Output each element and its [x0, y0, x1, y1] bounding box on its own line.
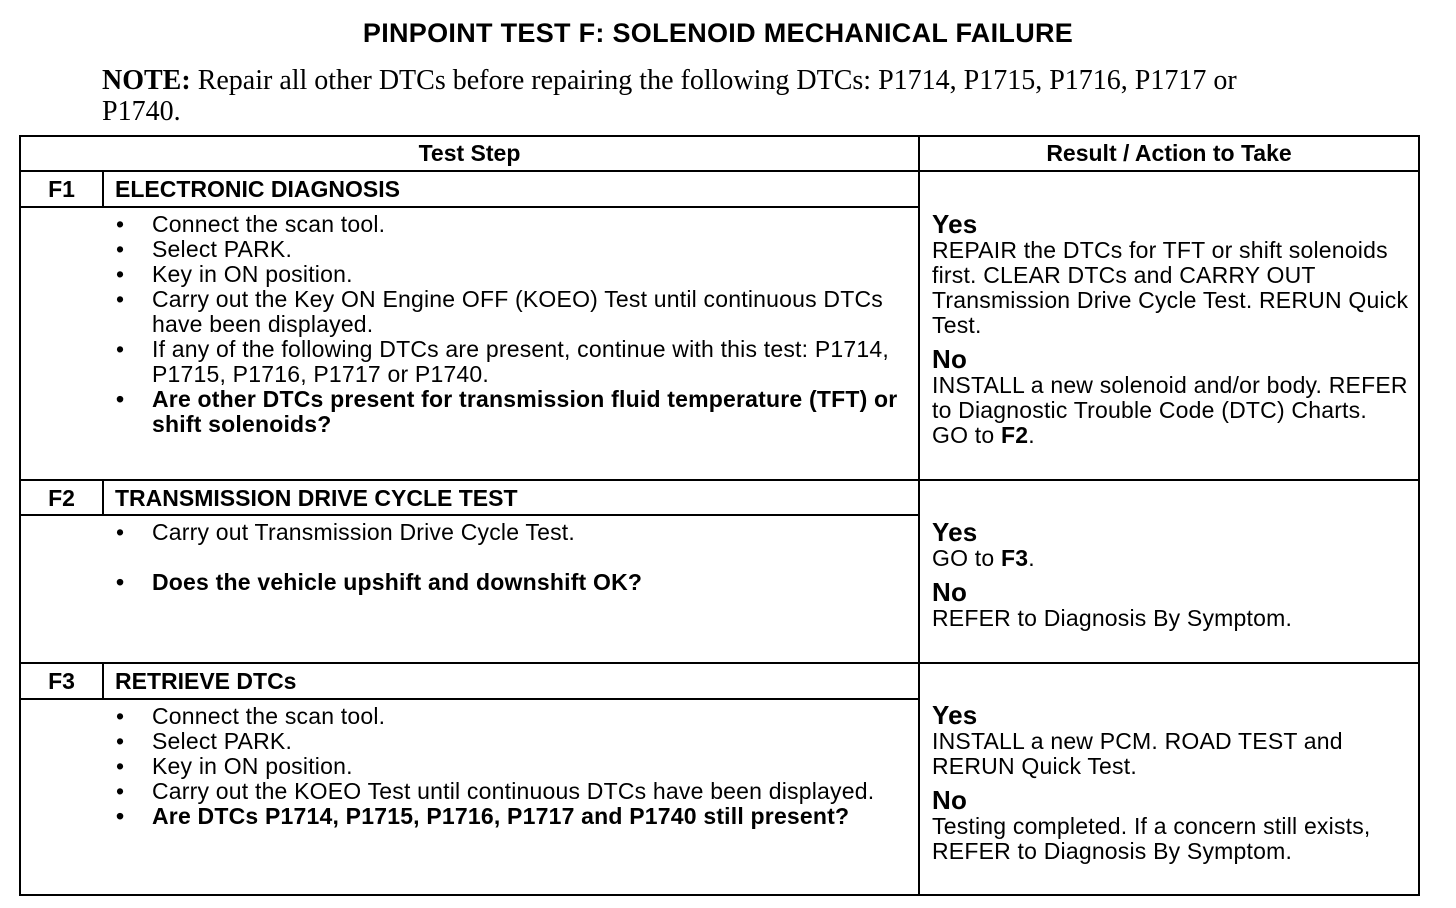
- list-item: • Select PARK.: [112, 729, 912, 754]
- step-question: • Are DTCs P1714, P1715, P1716, P1717 and P1740 still present?: [112, 804, 912, 829]
- step-title: ELECTRONIC DIAGNOSIS: [115, 176, 400, 202]
- step-result: [932, 210, 1418, 448]
- goto-step-link[interactable]: F3: [1000, 545, 1029, 571]
- note-paragraph: [102, 65, 1282, 127]
- yes-label: Yes: [932, 700, 978, 730]
- f3-title-rule: [19, 698, 919, 700]
- no-label: No: [932, 577, 968, 607]
- header-test-step: Test Step: [418, 140, 521, 166]
- list-item: • Key in ON position.: [112, 262, 912, 287]
- list-item: • Carry out the KOEO Test until continuous DTCs have been displayed.: [112, 779, 912, 804]
- step-instructions: [112, 212, 912, 437]
- step-id: F2: [48, 485, 75, 511]
- step-result: [932, 701, 1418, 864]
- step-question: • Are other DTCs present for transmission fluid temperature (TFT) or shift solenoids?: [112, 387, 912, 437]
- f2-id-divider: [102, 481, 104, 516]
- header-result-action: Result / Action to Take: [1046, 140, 1292, 166]
- f1-id-divider: [102, 172, 104, 207]
- no-goto: [932, 423, 1418, 448]
- yes-label: Yes: [932, 517, 978, 547]
- step-title: RETRIEVE DTCs: [115, 668, 297, 694]
- step-question: • Does the vehicle upshift and downshift OK?: [112, 570, 912, 595]
- list-item: • Carry out the Key ON Engine OFF (KOEO) Test until continuous DTCs have been displayed.: [112, 287, 912, 337]
- yes-goto: [932, 546, 1418, 571]
- step-title: TRANSMISSION DRIVE CYCLE TEST: [115, 485, 518, 511]
- list-item: • If any of the following DTCs are present, continue with this test: P1714, P1715, P1716, P1717 or P1740.: [112, 337, 912, 387]
- goto-suffix: .: [1028, 422, 1035, 448]
- no-action: Testing completed. If a concern still exists, REFER to Diagnosis By Symptom.: [932, 813, 1371, 864]
- step-id: F3: [48, 668, 75, 694]
- note-label: NOTE:: [102, 65, 191, 96]
- step-result: [932, 518, 1418, 631]
- list-item: • Connect the scan tool.: [112, 212, 912, 237]
- list-item: • Connect the scan tool.: [112, 704, 912, 729]
- step-instructions: [112, 520, 912, 595]
- no-action: REFER to Diagnosis By Symptom.: [932, 605, 1293, 631]
- goto-step-link[interactable]: F2: [1000, 422, 1029, 448]
- note-text: Repair all other DTCs before repairing the following DTCs: P1714, P1715, P1716, P1717 or P1740.: [102, 65, 1237, 127]
- list-item: • Key in ON position.: [112, 754, 912, 779]
- no-label: No: [932, 785, 968, 815]
- list-item: • Carry out Transmission Drive Cycle Test.: [112, 520, 912, 545]
- f3-id-divider: [102, 664, 104, 699]
- no-action: INSTALL a new solenoid and/or body. REFER to Diagnostic Trouble Code (DTC) Charts.: [932, 372, 1408, 423]
- page-title: PINPOINT TEST F: SOLENOID MECHANICAL FAILURE: [362, 18, 1074, 48]
- yes-action: REPAIR the DTCs for TFT or shift solenoids first. CLEAR DTCs and CARRY OUT Transmission Drive Cycle Test. RERUN Quick Test.: [932, 237, 1409, 338]
- step-instructions: [112, 704, 912, 829]
- f1-title-rule: [19, 206, 919, 208]
- step-id: F1: [48, 176, 75, 202]
- goto-suffix: .: [1028, 545, 1035, 571]
- goto-text: GO to: [932, 545, 1001, 571]
- yes-label: Yes: [932, 209, 978, 239]
- goto-text: GO to: [932, 422, 1001, 448]
- no-label: No: [932, 344, 968, 374]
- list-item: • Select PARK.: [112, 237, 912, 262]
- yes-action: INSTALL a new PCM. ROAD TEST and RERUN Quick Test.: [932, 728, 1343, 779]
